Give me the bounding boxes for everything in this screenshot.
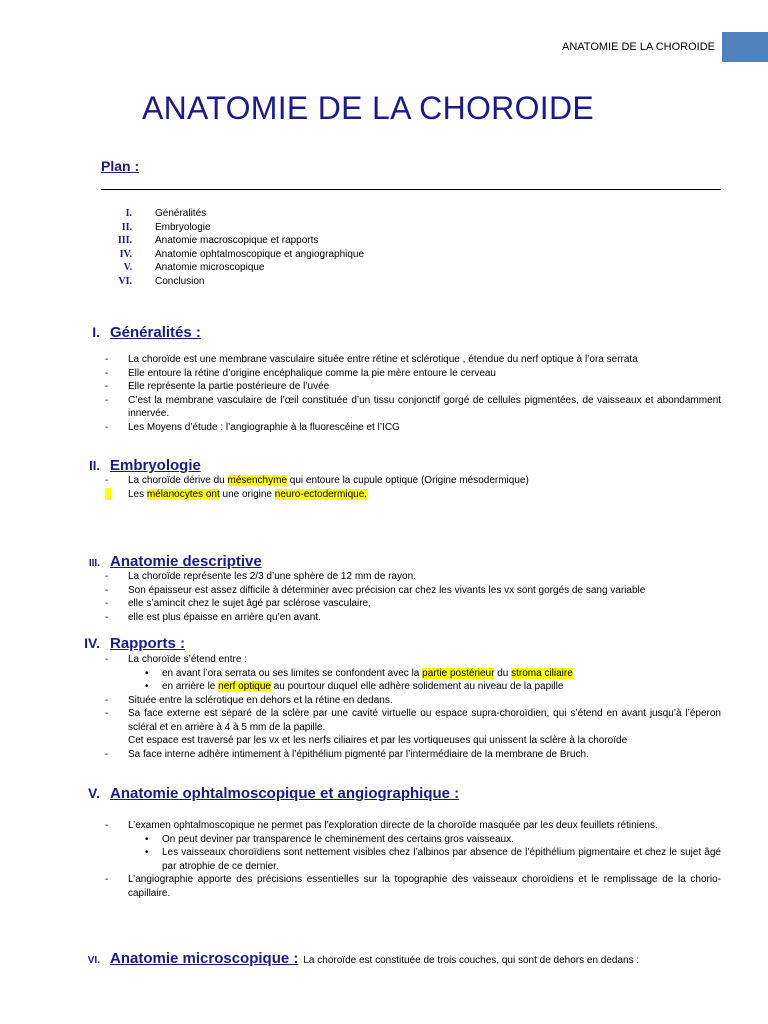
- list-item: - Les mélanocytes ont une origine neuro-ectodermique.: [105, 488, 721, 502]
- plan-list: [100, 207, 364, 288]
- section-generalites-list: [105, 353, 721, 434]
- list-item-continuation: Cet espace est traversé par les vx et les nerfs ciliaires et par les vortiqueuses qui unissent la sclère à la choroïde: [128, 735, 628, 746]
- document-title: ANATOMIE DE LA CHOROIDE: [142, 90, 595, 126]
- section-ophtalmoscopique-heading: [60, 785, 459, 802]
- plan-divider: [101, 189, 721, 190]
- list-item: - La choroïde s’étend entre :: [105, 653, 721, 667]
- plan-item: [100, 275, 364, 289]
- plan-item-text: Généralités: [155, 208, 207, 219]
- section-title: Anatomie ophtalmoscopique et angiographique :: [110, 785, 460, 802]
- list-subitem: • en avant l’ora serrata ou ses limites se confondent avec la partie postérieur du stroma ciliaire: [105, 667, 721, 681]
- highlighted-term: nerf optique: [218, 681, 271, 692]
- section-embryologie-heading: [60, 457, 201, 474]
- plan-item-number: IV.: [119, 248, 132, 260]
- section-microscopique-heading: [60, 950, 639, 967]
- section-number: IV.: [84, 635, 100, 651]
- list-subitem: • Les vaisseaux choroïdiens sont nettement visibles chez l’albinos par absence de l’épithélium pigmentaire et chez le sujet âgé par atrophie de ce dernier.: [105, 846, 721, 873]
- plan-item-number: V.: [123, 262, 132, 273]
- section-anatomie-descriptive-heading: [60, 553, 262, 570]
- section-number: VI.: [87, 955, 100, 966]
- section-title: Anatomie descriptive: [110, 553, 262, 570]
- section-rapports-list: [105, 653, 721, 761]
- section-number: V.: [88, 785, 100, 801]
- section-title: Embryologie: [110, 457, 201, 474]
- list-item: - La choroïde est une membrane vasculaire située entre rétine et sclérotique , étendue du nerf optique à l’ora serrata: [105, 353, 721, 367]
- section-ophtalmoscopique-list: [105, 819, 721, 900]
- list-item: - L’angiographie apporte des précisions essentielles sur la topographie des vaisseaux choroïdiens et le remplissage de la chorio-capillaire.: [105, 873, 721, 900]
- list-item: - Les Moyens d’étude : l’angiographie à la fluorescéine et l’ICG: [105, 421, 721, 435]
- list-item: - Sa face interne adhère intimement à l’épithélium pigmenté par l’intermédiaire de la membrane de Bruch.: [105, 748, 721, 762]
- header-accent-box: [722, 32, 768, 62]
- plan-item-text: Conclusion: [155, 275, 205, 287]
- section-title: Rapports :: [110, 635, 185, 652]
- section-title: Généralités :: [110, 324, 201, 341]
- list-item: - Située entre la sclérotique en dehors et la rétine en dedans.: [105, 694, 721, 708]
- list-item: - Sa face externe est séparé de la sclère par une cavité virtuelle ou espace supra-choroïdien, qui s’étend en avant jusqu’à l’éperon scléral et en arrière à 4 à 5 mm de la papille. Cet espace est traversé par les vx et les nerfs ciliaires et par les vortiqueuses qui unissent la sclère à la choroïde: [105, 707, 721, 748]
- plan-item: [100, 261, 364, 275]
- plan-item-text: Anatomie ophtalmoscopique et angiographique: [155, 248, 365, 260]
- list-item: - La choroïde représente les 2/3 d’une sphère de 12 mm de rayon.: [105, 570, 721, 584]
- section-title: Anatomie microscopique :: [110, 950, 299, 967]
- plan-item: [100, 221, 364, 235]
- list-subitem: • en arrière le nerf optique au pourtour duquel elle adhère solidement au niveau de la papille: [105, 680, 721, 694]
- list-subitem: • On peut deviner par transparence le cheminement des certains gros vaisseaux.: [105, 833, 721, 847]
- highlighted-term: mésenchyme: [227, 475, 287, 486]
- running-header-title: ANATOMIE DE LA CHOROIDE: [562, 41, 716, 53]
- list-item: - elle est plus épaisse en arrière qu’en avant.: [105, 611, 721, 625]
- section-number: I.: [92, 324, 100, 340]
- highlighted-term: neuro-ectodermique.: [274, 488, 368, 500]
- section-rapports-heading: [60, 635, 185, 652]
- section-intro-text: La choroïde est constituée de trois couches, qui sont de dehors en dedans :: [303, 955, 640, 966]
- list-item: - elle s’amincit chez le sujet âgé par sclérose vasculaire,: [105, 597, 721, 611]
- plan-item: [100, 234, 364, 248]
- plan-item-text: Anatomie macroscopique et rapports: [155, 235, 319, 246]
- section-number: III.: [88, 558, 100, 569]
- section-embryologie-list: [105, 474, 721, 501]
- list-item: - Son épaisseur est assez difficile à déterminer avec précision car chez les vivants les vx sont gorgés de sang variable: [105, 584, 721, 598]
- list-item: - L’examen ophtalmoscopique ne permet pas l’exploration directe de la choroïde masquée par les deux feuillets rétiniens.: [105, 819, 721, 833]
- plan-label: Plan :: [101, 158, 140, 174]
- section-anatomie-descriptive-list: [105, 570, 721, 624]
- plan-item-number: I.: [125, 208, 132, 219]
- highlighted-dash: [105, 488, 111, 500]
- plan-item-number: III.: [117, 235, 132, 246]
- plan-item-text: Embryologie: [155, 221, 211, 233]
- highlighted-term: partie postérieur: [422, 667, 495, 679]
- list-item: - La choroïde dérive du mésenchyme qui entoure la cupule optique (Origine mésodermique): [105, 474, 721, 488]
- section-generalites-heading: [60, 324, 201, 341]
- plan-item: [100, 207, 364, 221]
- plan-item-number: VI.: [118, 275, 132, 287]
- highlighted-term: stroma ciliaire: [511, 667, 573, 679]
- list-item: - Elle entoure la rétine d’origine encéphalique comme la pie mère entoure le cerveau: [105, 367, 721, 381]
- highlighted-term: mélanocytes ont: [146, 488, 220, 500]
- list-item: - Elle représente la partie postérieure de l’uvée: [105, 380, 721, 394]
- list-item: - C’est la membrane vasculaire de l’œil constituée d’un tissu conjonctif gorgé de cellules pigmentées, de vaisseaux et abondamment innervée.: [105, 394, 721, 421]
- section-number: II.: [89, 458, 100, 473]
- plan-item-text: Anatomie microscopique: [155, 262, 265, 273]
- plan-item: [100, 248, 364, 262]
- plan-item-number: II.: [121, 221, 132, 233]
